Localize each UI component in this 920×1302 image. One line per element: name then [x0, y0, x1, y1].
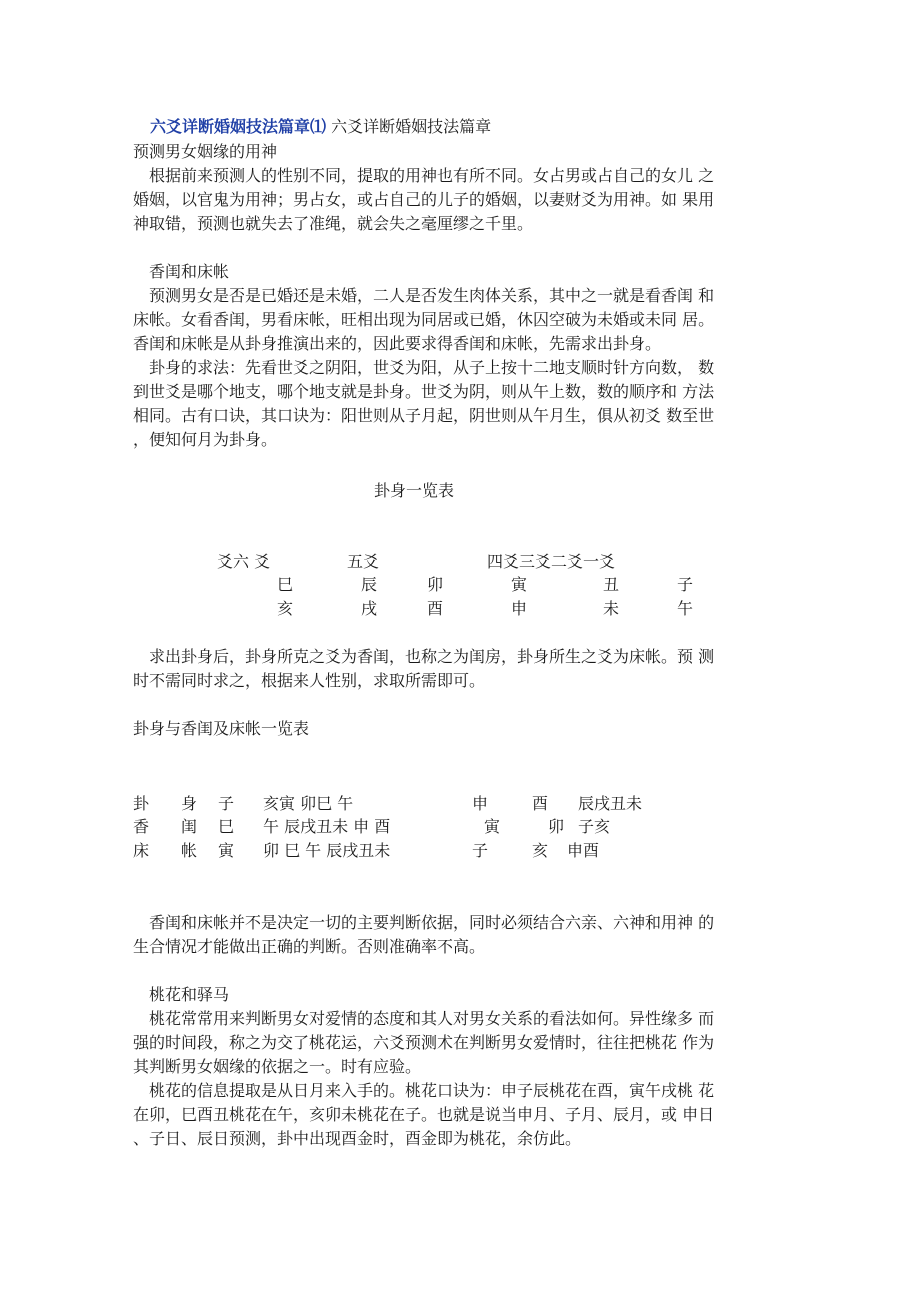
table-cell: 丑 — [603, 575, 620, 594]
table-cell: 未 — [603, 599, 620, 618]
paragraph-line: 桃花常常用来判断男女对爱情的态度和其人对男女关系的看法如何。异性缘多 而 — [133, 1009, 715, 1028]
table-cell: 亥 — [277, 599, 294, 618]
document-title — [150, 116, 491, 138]
table-header-cell: 五爻 — [347, 552, 380, 571]
table-cell: 子 — [472, 841, 489, 860]
table-cell: 寅 — [218, 841, 235, 860]
table-cell: 亥寅 卯巳 午 — [263, 794, 354, 813]
table-cell: 午 辰戌丑未 申 酉 — [263, 817, 391, 836]
table-cell: 香 — [133, 817, 150, 836]
paragraph-line: 神取错，预测也就失去了准绳，就会失之毫厘缪之千里。 — [133, 214, 534, 233]
paragraph-line: 到世爻是哪个地支，哪个地支就是卦身。世爻为阴，则从午上数，数的顺序和 方法 — [133, 382, 715, 401]
table-cell: 申酉 — [567, 841, 600, 860]
paragraph-line: 预测男女是否是已婚还是未婚，二人是否发生肉体关系，其中之一就是看香闺 和 — [133, 286, 715, 305]
table-cell: 申 — [511, 599, 528, 618]
table-cell: 卯 — [427, 575, 444, 594]
table-header-cell: 四爻三爻二爻一爻 — [487, 552, 616, 571]
paragraph-line: 桃花的信息提取是从日月来入手的。桃花口诀为：申子辰桃花在酉，寅午戌桃 花 — [133, 1081, 715, 1100]
table-cell: 戌 — [361, 599, 378, 618]
paragraph-line: 香闺和床帐并不是决定一切的主要判断依据，同时必须结合六亲、六神和用神 的 — [133, 913, 715, 932]
table-cell: 申 — [472, 794, 489, 813]
table-cell: 酉 — [532, 794, 549, 813]
paragraph-line: ，便知何月为卦身。 — [133, 430, 278, 449]
table-cell: 子亥 — [578, 817, 611, 836]
table-title: 卦身一览表 — [374, 481, 455, 500]
table-header-cell: 爻六 爻 — [217, 552, 271, 571]
paragraph-line: 其判断男女姻缘的依据之一。时有应验。 — [133, 1057, 422, 1076]
table-cell: 闺 — [181, 817, 198, 836]
paragraph-line: 香闺和床帐是从卦身推演出来的，因此要求得香闺和床帐，先需求出卦身。 — [133, 334, 662, 353]
table-cell: 辰 — [361, 575, 378, 594]
table-cell: 床 — [133, 841, 150, 860]
table-cell: 帐 — [181, 841, 198, 860]
paragraph-line: 在卯，巳酉丑桃花在午，亥卯未桃花在子。也就是说当申月、子月、辰月，或 申日 — [133, 1105, 715, 1124]
title-link[interactable]: 六爻详断婚姻技法篇章⑴ — [150, 117, 327, 136]
paragraph-line: 相同。古有口诀，其口诀为：阳世则从子月起，阴世则从午月生，俱从初爻 数至世 — [133, 406, 715, 425]
table-cell: 辰戌丑未 — [578, 794, 643, 813]
paragraph-line: 根据前来预测人的性别不同，提取的用神也有所不同。女占男或占自己的女儿 之 — [133, 166, 715, 185]
table-cell: 身 — [181, 794, 198, 813]
table-cell: 午 — [677, 599, 694, 618]
paragraph-line: 卦身的求法：先看世爻之阴阳，世爻为阳，从子上按十二地支顺时针方向数， 数 — [133, 358, 715, 377]
paragraph-line: 生合情况才能做出正确的判断。否则准确率不高。 — [133, 937, 486, 956]
paragraph-line: 婚姻，以官鬼为用神；男占女，或占自己的儿子的婚姻，以妻财爻为用神。如 果用 — [133, 190, 715, 209]
table-cell: 亥 — [532, 841, 549, 860]
table-cell: 卯 巳 午 辰戌丑未 — [263, 841, 391, 860]
table-cell: 子 — [218, 794, 235, 813]
section-heading-xianggui: 香闺和床帐 — [133, 262, 230, 281]
table-cell: 子 — [677, 575, 694, 594]
paragraph-line: 求出卦身后，卦身所克之爻为香闺，也称之为闺房，卦身所生之爻为床帐。预 测 — [133, 647, 715, 666]
paragraph-line: 强的时间段，称之为交了桃花运，六爻预测术在判断男女爱情时，往往把桃花 作为 — [133, 1033, 715, 1052]
section-heading-yongshen: 预测男女姻缘的用神 — [133, 142, 278, 161]
paragraph-line: 时不需同时求之，根据来人性别，求取所需即可。 — [133, 671, 486, 690]
table-cell: 巳 — [218, 817, 235, 836]
section-heading-taohua: 桃花和驿马 — [133, 985, 230, 1004]
table-cell: 巳 — [277, 575, 294, 594]
table-cell: 寅 — [484, 817, 501, 836]
table-cell: 卦 — [133, 794, 150, 813]
paragraph-line: 床帐。女看香闺，男看床帐，旺相出现为同居或已婚，休囚空破为未婚或未同 居。 — [133, 310, 715, 329]
title-text: 六爻详断婚姻技法篇章 — [331, 117, 492, 136]
table-cell: 卯 — [548, 817, 565, 836]
table-title: 卦身与香闺及床帐一览表 — [133, 719, 310, 738]
table-cell: 酉 — [427, 599, 444, 618]
table-cell: 寅 — [511, 575, 528, 594]
paragraph-line: 、子日、辰日预测，卦中出现酉金时，酉金即为桃花，余仿此。 — [133, 1129, 582, 1148]
